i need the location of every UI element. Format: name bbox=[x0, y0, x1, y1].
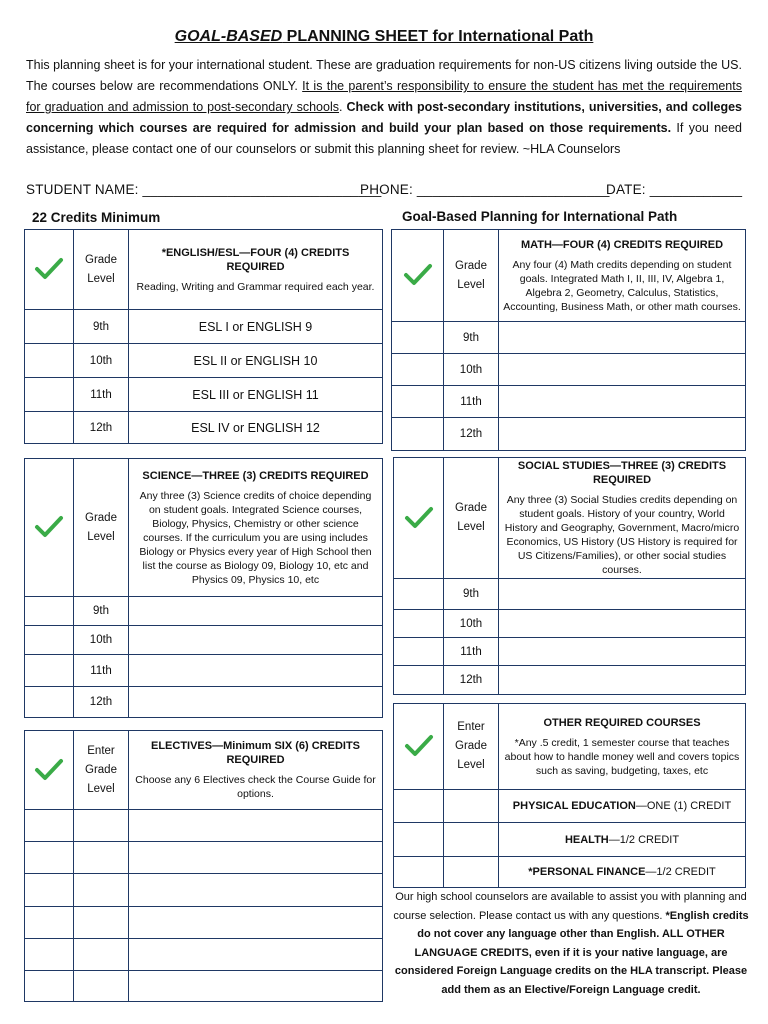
grade-level-label: Grade Level bbox=[74, 230, 129, 310]
math-desc: Any four (4) Math credits depending on student goals. Integrated Math I, II, III, IV, Algebra 1, Algebra 2, Geometry, Calculus, Statistics, Accounting, Business Math, or other math courses. bbox=[503, 258, 741, 313]
check-cell[interactable] bbox=[394, 610, 444, 638]
health-rest: —1/2 CREDIT bbox=[608, 833, 680, 846]
grade-cell: 12th bbox=[444, 666, 499, 695]
grade-level-label: Grade Level bbox=[444, 458, 499, 579]
course-cell[interactable] bbox=[499, 638, 746, 666]
check-cell[interactable] bbox=[394, 790, 444, 823]
intro-underlined: It is the parent’s responsibility to ensure the student has met the requirements for graduation and admission to post-secondary schools bbox=[26, 79, 742, 114]
checkmark-icon bbox=[34, 757, 64, 781]
grade-cell[interactable] bbox=[74, 907, 129, 939]
science-title: SCIENCE—THREE (3) CREDITS REQUIRED bbox=[142, 469, 369, 482]
english-header bbox=[129, 230, 383, 310]
course-cell[interactable] bbox=[499, 322, 746, 354]
footnote-bold: *English credits do not cover any language other than English. ALL OTHER LANGUAGE CREDITS, even if it is your native language, are considered Foreign Language credits on the HLA transcript. Please add them as an Elective/Foreign Language credit. bbox=[394, 909, 749, 996]
course-cell[interactable] bbox=[129, 874, 383, 907]
check-cell[interactable] bbox=[392, 418, 444, 451]
social-check-cell[interactable] bbox=[394, 458, 444, 579]
pe-rest: —ONE (1) CREDIT bbox=[635, 800, 732, 812]
course-cell[interactable] bbox=[129, 626, 383, 655]
grade-cell[interactable] bbox=[444, 857, 499, 888]
grade-cell: 12th bbox=[74, 687, 129, 718]
grade-cell: 10th bbox=[74, 626, 129, 655]
course-cell[interactable] bbox=[129, 597, 383, 626]
electives-check-cell[interactable] bbox=[25, 731, 74, 810]
check-cell[interactable] bbox=[394, 638, 444, 666]
course-cell: ESL I or ENGLISH 9 bbox=[129, 310, 383, 344]
grade-cell: 10th bbox=[444, 610, 499, 638]
course-cell[interactable] bbox=[129, 939, 383, 971]
check-cell[interactable] bbox=[25, 810, 74, 842]
check-cell[interactable] bbox=[25, 971, 74, 1002]
finance-requirement bbox=[499, 857, 746, 888]
math-table bbox=[391, 229, 746, 451]
check-cell[interactable] bbox=[392, 386, 444, 418]
grade-cell[interactable] bbox=[74, 874, 129, 907]
grade-cell: 12th bbox=[444, 418, 499, 451]
electives-header bbox=[129, 731, 383, 810]
science-table bbox=[24, 458, 383, 718]
grade-cell: 11th bbox=[74, 378, 129, 412]
course-cell[interactable] bbox=[129, 687, 383, 718]
social-studies-table bbox=[393, 457, 746, 695]
check-cell[interactable] bbox=[25, 655, 74, 687]
health-requirement bbox=[499, 823, 746, 857]
course-cell[interactable] bbox=[499, 386, 746, 418]
math-title: MATH—FOUR (4) CREDITS REQUIRED bbox=[520, 238, 724, 251]
grade-cell: 9th bbox=[444, 322, 499, 354]
other-header bbox=[499, 704, 746, 790]
math-check-cell[interactable] bbox=[392, 230, 444, 322]
checkmark-icon bbox=[403, 262, 433, 286]
course-cell[interactable] bbox=[499, 579, 746, 610]
course-cell[interactable] bbox=[499, 610, 746, 638]
check-cell[interactable] bbox=[25, 687, 74, 718]
course-cell[interactable] bbox=[129, 907, 383, 939]
social-desc: Any three (3) Social Studies credits depending on student goals. History of your country, World History and Geography, Government, Macro/micro Economics, US History (US History is required for US Citizens/Families), or other social studies courses. bbox=[504, 494, 740, 576]
electives-table bbox=[24, 730, 383, 1002]
grade-cell: 10th bbox=[444, 354, 499, 386]
right-heading: Goal-Based Planning for International Path bbox=[402, 209, 678, 224]
english-desc: Reading, Writing and Grammar required each year. bbox=[136, 280, 375, 293]
course-cell[interactable] bbox=[129, 810, 383, 842]
checkmark-icon bbox=[404, 733, 434, 757]
grade-cell: 11th bbox=[444, 638, 499, 666]
date-field[interactable]: DATE: ____________ bbox=[606, 182, 743, 197]
check-cell[interactable] bbox=[392, 354, 444, 386]
grade-cell[interactable] bbox=[74, 842, 129, 874]
science-check-cell[interactable] bbox=[25, 459, 74, 597]
checkmark-icon bbox=[34, 256, 64, 280]
grade-level-label: Grade Level bbox=[74, 459, 129, 597]
grade-cell[interactable] bbox=[444, 823, 499, 857]
english-table bbox=[24, 229, 383, 444]
check-cell[interactable] bbox=[394, 579, 444, 610]
grade-cell: 9th bbox=[444, 579, 499, 610]
english-check-cell[interactable] bbox=[25, 230, 74, 310]
check-cell[interactable] bbox=[394, 823, 444, 857]
title-rest: PLANNING SHEET for International Path bbox=[282, 28, 594, 45]
course-cell: ESL III or ENGLISH 11 bbox=[129, 378, 383, 412]
course-cell[interactable] bbox=[499, 666, 746, 695]
enter-grade-level-label: Enter Grade Level bbox=[444, 704, 499, 790]
grade-cell[interactable] bbox=[74, 939, 129, 971]
course-cell[interactable] bbox=[129, 971, 383, 1002]
science-desc: Any three (3) Science credits of choice depending on student goals. Integrated Science courses, Biology, Physics, Chemistry or other science courses. If the curriculum you are using includes Biology or Physics every year of High School then list the course as Biology 09, Biology 10, etc and Physics 09, Physics 10, etc bbox=[139, 489, 372, 586]
math-header bbox=[499, 230, 746, 322]
science-header bbox=[129, 459, 383, 597]
course-cell[interactable] bbox=[129, 842, 383, 874]
course-cell: ESL IV or ENGLISH 12 bbox=[129, 412, 383, 444]
course-cell: ESL II or ENGLISH 10 bbox=[129, 344, 383, 378]
grade-cell: 11th bbox=[444, 386, 499, 418]
check-cell[interactable] bbox=[392, 322, 444, 354]
checkmark-icon bbox=[34, 514, 64, 538]
grade-cell[interactable] bbox=[74, 971, 129, 1002]
checkmark-icon bbox=[404, 505, 434, 529]
check-cell[interactable] bbox=[25, 907, 74, 939]
check-cell[interactable] bbox=[25, 310, 74, 344]
grade-cell[interactable] bbox=[444, 790, 499, 823]
social-header bbox=[499, 458, 746, 579]
finance-rest: —1/2 CREDIT bbox=[645, 866, 716, 878]
intro-bold: Check with post-secondary institutions, universities, and colleges concerning which courses are required for admission and build your plan based on those requirements. bbox=[26, 100, 743, 135]
check-cell[interactable] bbox=[25, 874, 74, 907]
phone-field[interactable]: PHONE: _________________________ bbox=[360, 182, 610, 197]
electives-desc: Choose any 6 Electives check the Course Guide for options. bbox=[135, 774, 376, 800]
left-heading: 22 Credits Minimum bbox=[32, 210, 161, 225]
pe-bold: PHYSICAL EDUCATION bbox=[512, 800, 636, 812]
check-cell[interactable] bbox=[394, 857, 444, 888]
grade-cell: 11th bbox=[74, 655, 129, 687]
footnote-normal: Our high school counselors are available to assist you with planning and course selection. Please contact us with any questions. bbox=[393, 891, 747, 922]
english-title: *ENGLISH/ESL—FOUR (4) CREDITS REQUIRED bbox=[161, 246, 350, 273]
grade-cell[interactable] bbox=[74, 810, 129, 842]
course-cell[interactable] bbox=[129, 655, 383, 687]
check-cell[interactable] bbox=[25, 597, 74, 626]
title-italic: GOAL-BASED bbox=[174, 28, 283, 45]
intro-part1: This planning sheet is for your international student. These are graduation requirements for non-US citizens living outside the US. The courses below are recommendations ONLY. bbox=[26, 58, 742, 93]
finance-bold: *PERSONAL FINANCE bbox=[528, 866, 646, 878]
course-cell[interactable] bbox=[499, 418, 746, 451]
check-cell[interactable] bbox=[394, 666, 444, 695]
grade-cell: 12th bbox=[74, 412, 129, 444]
other-title: OTHER REQUIRED COURSES bbox=[543, 716, 701, 729]
pe-requirement bbox=[499, 790, 746, 823]
check-cell[interactable] bbox=[25, 378, 74, 412]
other-desc: *Any .5 credit, 1 semester course that teaches about how to handle money well and covers topics such as saving, budgeting, taxes, etc bbox=[504, 736, 740, 777]
grade-cell: 9th bbox=[74, 597, 129, 626]
check-cell[interactable] bbox=[25, 412, 74, 444]
student-name-field[interactable]: STUDENT NAME: _______________________________ bbox=[26, 182, 382, 197]
grade-cell: 9th bbox=[74, 310, 129, 344]
check-cell[interactable] bbox=[25, 344, 74, 378]
other-check-cell[interactable] bbox=[394, 704, 444, 790]
intro-paragraph bbox=[26, 55, 742, 160]
check-cell[interactable] bbox=[25, 939, 74, 971]
intro-part2: If you need assistance, please contact one of our counselors or submit this planning sheet for review. ~HLA Counselors bbox=[26, 121, 742, 156]
course-cell[interactable] bbox=[499, 354, 746, 386]
check-cell[interactable] bbox=[25, 626, 74, 655]
grade-level-label: Grade Level bbox=[444, 230, 499, 322]
intro-period: . bbox=[339, 100, 347, 114]
electives-title: ELECTIVES—Minimum SIX (6) CREDITS REQUIRED bbox=[150, 740, 361, 766]
enter-grade-level-label: Enter Grade Level bbox=[74, 731, 129, 810]
grade-cell: 10th bbox=[74, 344, 129, 378]
health-bold: HEALTH bbox=[564, 833, 609, 846]
footnote bbox=[392, 888, 750, 999]
check-cell[interactable] bbox=[25, 842, 74, 874]
other-courses-table bbox=[393, 703, 746, 888]
social-title: SOCIAL STUDIES—THREE (3) CREDITS REQUIRED bbox=[517, 460, 727, 486]
page-title bbox=[0, 28, 768, 46]
